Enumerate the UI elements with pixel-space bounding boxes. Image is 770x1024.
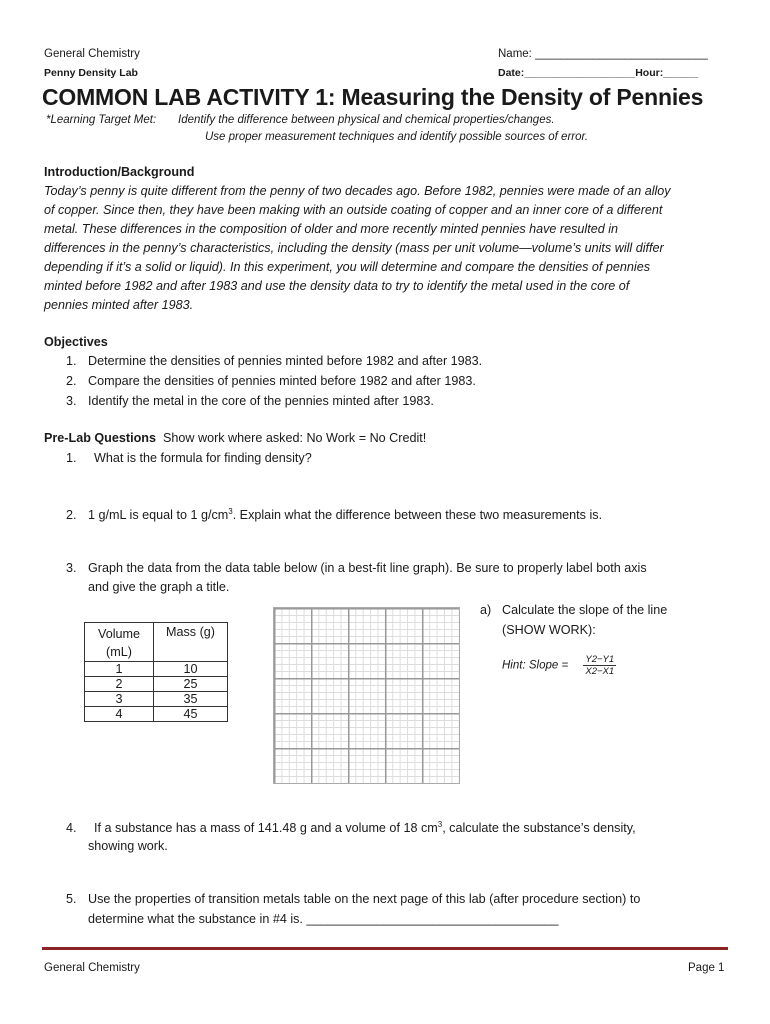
- question-num: 3.: [66, 561, 77, 575]
- question-text-a: If a substance has a mass of 141.48 g and a volume of 18 cm: [94, 821, 438, 836]
- date-hour-field[interactable]: Date:___________________Hour:______: [498, 67, 699, 79]
- data-table: [84, 622, 228, 722]
- page-title: COMMON LAB ACTIVITY 1: Measuring the Density of Pennies: [42, 84, 704, 110]
- question-text: Use the properties of transition metals table on the next page of this lab (after procedure section) to: [88, 892, 641, 906]
- volume-header-line2: (mL): [106, 645, 132, 659]
- learning-target-1: Identify the difference between physical and chemical properties/changes.: [178, 114, 555, 126]
- objective-item: [66, 354, 482, 368]
- intro-heading: Introduction/Background: [44, 165, 195, 179]
- superscript: 3: [228, 507, 233, 516]
- intro-line: depending if it’s a solid or liquid). In this experiment, you will determine and compare the densities of pennies: [44, 260, 651, 274]
- learning-target-2: Use proper measurement techniques and identify possible sources of error.: [205, 131, 589, 143]
- superscript: 3: [437, 820, 443, 829]
- intro-text: [44, 182, 726, 315]
- question-num: 1.: [66, 451, 77, 465]
- objective-num: 1.: [66, 354, 77, 368]
- objective-item: [66, 394, 434, 408]
- question-3: [66, 561, 647, 575]
- table-header-row: [85, 623, 228, 662]
- intro-line: minted before 1982 and after 1983 and use the density data to try to identify the metal used in the core of: [44, 279, 630, 293]
- mass-cell: 45: [154, 707, 228, 722]
- question-2: [66, 507, 602, 522]
- slope-fraction: [583, 654, 616, 677]
- objectives-heading: Objectives: [44, 335, 108, 349]
- prelab-header: [44, 431, 426, 445]
- slope-hint: [502, 654, 616, 677]
- intro-line: metal. These differences in the composition of older and more recently minted pennies have resulted in: [44, 222, 619, 236]
- volume-header-line1: Volume: [97, 627, 140, 641]
- footer-left: General Chemistry: [44, 962, 140, 974]
- graph-paper[interactable]: [273, 607, 460, 784]
- question-4: [66, 820, 636, 835]
- table-row: [85, 662, 228, 677]
- question-text-b: . Explain what the difference between these two measurements is.: [232, 508, 603, 523]
- table-row: [85, 692, 228, 707]
- prelab-instructions: Show work where asked: No Work = No Credit!: [162, 431, 427, 445]
- intro-line: of copper. Since then, they have been making with an outside coating of copper and an inner core of a different: [44, 203, 663, 217]
- objective-num: 3.: [66, 394, 77, 408]
- question-text: Graph the data from the data table below (in a best-fit line graph). Be sure to properly label both axis: [88, 561, 647, 575]
- volume-cell: 3: [85, 692, 154, 707]
- question-3a-line2: (SHOW WORK):: [502, 623, 596, 637]
- name-field[interactable]: Name: ___________________________: [498, 48, 708, 60]
- intro-line: differences in the penny’s characteristics, including the density (mass per unit volume—volume’s units will differ: [44, 241, 664, 255]
- question-4-line2: showing work.: [88, 839, 168, 853]
- volume-cell: 4: [85, 707, 154, 722]
- question-text: Calculate the slope of the line: [502, 603, 668, 617]
- objective-text: Compare the densities of pennies minted before 1982 and after 1983.: [88, 374, 476, 388]
- numerator: Y2−Y1: [585, 654, 615, 665]
- question-5-line2[interactable]: determine what the substance in #4 is. ____________________________________: [88, 912, 559, 926]
- mass-cell: 25: [154, 677, 228, 692]
- objective-num: 2.: [66, 374, 77, 388]
- question-num: 2.: [66, 508, 77, 523]
- mass-cell: 35: [154, 692, 228, 707]
- objective-item: [66, 374, 476, 388]
- question-text-b: , calculate the substance’s density,: [442, 821, 636, 836]
- intro-line: Today’s penny is quite different from the penny of two decades ago. Before 1982, pennies were made of an alloy: [44, 184, 671, 198]
- question-text-a: 1 g/mL is equal to 1 g/cm: [88, 508, 229, 523]
- footer-rule: [42, 947, 728, 950]
- question-text: What is the formula for finding density?: [94, 451, 312, 465]
- volume-cell: 1: [85, 662, 154, 677]
- question-5: [66, 892, 640, 906]
- lab-name: Penny Density Lab: [44, 67, 138, 79]
- hint-label: Hint: Slope =: [502, 659, 569, 672]
- denominator: X2−X1: [585, 666, 615, 677]
- mass-header: Mass (g): [154, 623, 228, 662]
- prelab-heading: Pre-Lab Questions: [44, 431, 156, 445]
- objective-text: Determine the densities of pennies minted before 1982 and after 1983.: [88, 354, 483, 368]
- course-label: General Chemistry: [44, 48, 140, 60]
- volume-header: [85, 623, 154, 662]
- intro-line: pennies minted after 1983.: [44, 298, 194, 312]
- page-number: Page 1: [688, 962, 725, 974]
- mass-cell: 10: [154, 662, 228, 677]
- table-row: [85, 677, 228, 692]
- question-1: [66, 451, 312, 465]
- question-num: 5.: [66, 892, 77, 906]
- question-num: a): [480, 603, 492, 617]
- objective-text: Identify the metal in the core of the pennies minted after 1983.: [88, 394, 434, 408]
- learning-target-label: *Learning Target Met:: [46, 114, 157, 126]
- volume-cell: 2: [85, 677, 154, 692]
- question-3-line2: and give the graph a title.: [88, 580, 230, 594]
- question-3a: [480, 603, 667, 617]
- question-num: 4.: [66, 821, 77, 836]
- table-row: [85, 707, 228, 722]
